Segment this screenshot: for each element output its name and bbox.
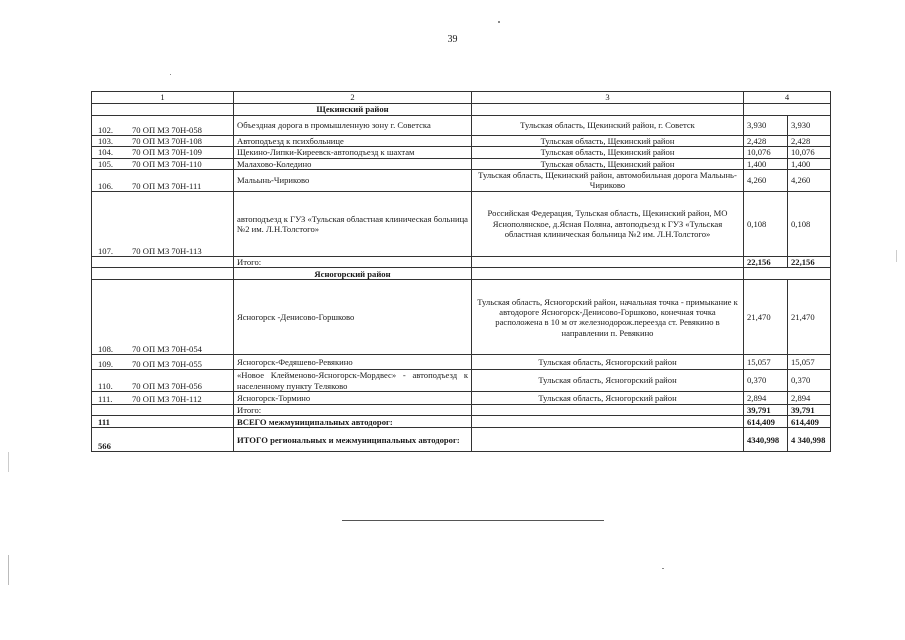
road-number: 102. [98,124,114,135]
column-number-4: 4 [744,92,831,104]
road-number: 106. [98,180,114,191]
road-name: Объездная дорога в промышленную зону г. Советска [234,116,472,136]
roads-table-body [92,92,831,452]
district-heading-blank [744,268,831,280]
road-number: 109. [98,358,114,369]
road-code: 70 ОП МЗ 70Н-058 [132,124,202,135]
district-heading-blank [92,104,234,116]
scan-speck [498,21,500,23]
road-length: 15,057 [744,355,788,370]
road-location: Тульская область, Ясногорский район [472,391,744,404]
roads-table [91,91,831,452]
road-number-and-code [92,280,234,355]
road-number: 103. [98,136,114,146]
road-location: Тульская область, Ясногорский район [472,355,744,370]
subtotal-blank [472,404,744,415]
road-code: 70 ОП МЗ 70Н-056 [132,380,202,391]
road-code: 70 ОП МЗ 70Н-112 [132,393,202,404]
subtotal-length: 39,791 [744,404,788,415]
road-number-and-code [92,355,234,370]
road-number: 110. [98,380,113,391]
scan-speck [8,452,9,472]
road-number: 111. [98,393,113,404]
road-name: «Новое Клейменово-Ясногорск-Мордвес» - автоподъезд к населенному пункту Теляково [234,370,472,392]
road-length-total: 0,108 [788,191,831,256]
road-code: 70 ОП МЗ 70Н-054 [132,343,202,354]
road-name: Ясногорск -Денисово-Горшково [234,280,472,355]
road-number-and-code [92,191,234,256]
road-length-total: 1,400 [788,158,831,169]
subtotal-blank [92,404,234,415]
road-code: 70 ОП МЗ 70Н-055 [132,358,202,369]
road-location: Тульская область, Щекинский район [472,147,744,158]
district-heading: Щекинский район [234,104,472,116]
district-heading: Ясногорский район [234,268,472,280]
road-number-and-code [92,169,234,191]
road-length-total: 4,260 [788,169,831,191]
road-length-total: 3,930 [788,116,831,136]
subtotal-blank [472,256,744,267]
road-row [92,147,831,158]
road-length: 0,370 [744,370,788,392]
district-heading-row [92,104,831,116]
grand-total-row [92,416,831,428]
road-row [92,355,831,370]
road-length-total: 21,470 [788,280,831,355]
road-location: Тульская область, Щекинский район, г. Советск [472,116,744,136]
road-number-and-code [92,136,234,147]
grand-total-count: 111 [92,416,234,428]
subtotal-label: Итого: [234,404,472,415]
grand-total-length-total: 614,409 [788,416,831,428]
subtotal-length: 22,156 [744,256,788,267]
road-number-and-code [92,370,234,392]
road-code: 70 ОП МЗ 70Н-113 [132,245,202,256]
column-number-2: 2 [234,92,472,104]
subtotal-label: Итого: [234,256,472,267]
road-length: 10,076 [744,147,788,158]
road-length: 1,400 [744,158,788,169]
scan-speck [8,555,9,585]
road-length-total: 2,894 [788,391,831,404]
subtotal-row [92,256,831,267]
column-number-1: 1 [92,92,234,104]
grand-total-count: 566 [92,428,234,452]
road-location: Тульская область, Щекинский район [472,158,744,169]
grand-total-length: 4340,998 [744,428,788,452]
road-number-and-code [92,158,234,169]
road-length: 21,470 [744,280,788,355]
grand-total-row [92,428,831,452]
road-number: 108. [98,343,114,354]
road-name: Щекино-Липки-Киреевск-автоподъезд к шахтам [234,147,472,158]
grand-total-blank [472,416,744,428]
road-row [92,136,831,147]
road-row [92,370,831,392]
road-number: 107. [98,245,114,256]
road-length-total: 0,370 [788,370,831,392]
road-code: 70 ОП МЗ 70Н-110 [132,158,202,169]
subtotal-length-total: 39,791 [788,404,831,415]
road-length: 2,428 [744,136,788,147]
road-name: Малахово-Коледино [234,158,472,169]
road-name: Ясногорск-Федяшево-Ревякино [234,355,472,370]
road-name: автоподъезд к ГУЗ «Тульская областная клиническая больница №2 им. Л.Н.Толстого» [234,191,472,256]
road-length: 2,894 [744,391,788,404]
grand-total-label: ВСЕГО межмуниципальных автодорог: [234,416,472,428]
scan-speck [170,74,171,75]
road-code: 70 ОП МЗ 70Н-111 [132,180,202,191]
road-number: 105. [98,158,114,169]
subtotal-blank [92,256,234,267]
column-number-row [92,92,831,104]
road-length: 0,108 [744,191,788,256]
road-number-and-code [92,116,234,136]
district-heading-blank [744,104,831,116]
scan-speck [662,568,664,569]
road-location: Тульская область, Щекинский район [472,136,744,147]
road-code: 70 ОП МЗ 70Н-109 [132,147,202,158]
column-number-3: 3 [472,92,744,104]
scan-speck [896,250,897,262]
road-length: 4,260 [744,169,788,191]
road-row [92,391,831,404]
road-number-and-code [92,391,234,404]
road-code: 70 ОП МЗ 70Н-108 [132,136,202,146]
grand-total-length: 614,409 [744,416,788,428]
road-length-total: 10,076 [788,147,831,158]
road-row [92,169,831,191]
road-location: Тульская область, Ясногорский район, начальная точка - примыкание к автодороге Ясногорск-Денисово-Горшково, конечная точка расположена в 10 м от железнодорож.переезда ст. Ревякино в направлении п. Ревякино [472,280,744,355]
district-heading-blank [92,268,234,280]
closing-rule [342,520,604,521]
road-length: 3,930 [744,116,788,136]
road-row [92,158,831,169]
district-heading-blank [472,104,744,116]
road-row [92,191,831,256]
subtotal-row [92,404,831,415]
road-location: Российская Федерация, Тульская область, Щекинский район, МО Яснополянское, д.Ясная Поляна, автоподъезд к ГУЗ «Тульская областная клиническая больница №2 им. Л.Н.Толстого» [472,191,744,256]
road-location: Тульская область, Ясногорский район [472,370,744,392]
district-heading-row [92,268,831,280]
road-row [92,116,831,136]
road-length-total: 15,057 [788,355,831,370]
road-name: Ясногорск-Тормино [234,391,472,404]
road-row [92,280,831,355]
grand-total-length-total: 4 340,998 [788,428,831,452]
district-heading-blank [472,268,744,280]
page-number: 39 [447,34,458,45]
road-number: 104. [98,147,114,158]
grand-total-label: ИТОГО региональных и межмуниципальных автодорог: [234,428,472,452]
subtotal-length-total: 22,156 [788,256,831,267]
road-name: Мальынь-Чириково [234,169,472,191]
road-number-and-code [92,147,234,158]
road-name: Автоподъезд к психбольнице [234,136,472,147]
road-location: Тульская область, Щекинский район, автомобильная дорога Мальынь-Чириково [472,169,744,191]
road-length-total: 2,428 [788,136,831,147]
grand-total-blank [472,428,744,452]
